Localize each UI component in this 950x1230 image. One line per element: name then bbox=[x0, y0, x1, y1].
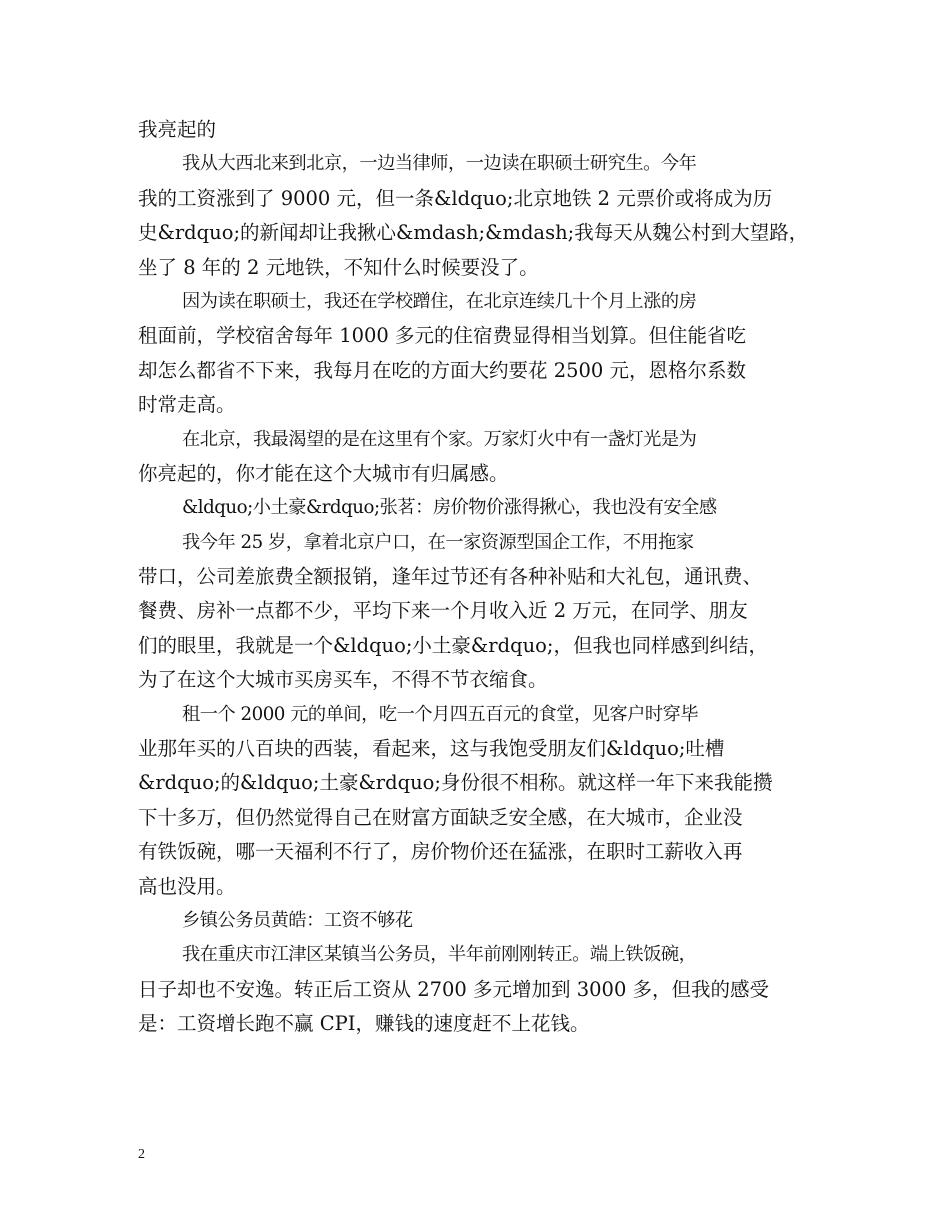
text-line: 在北京，我最渴望的是在这里有个家。万家灯火中有一盏灯光是为 bbox=[182, 428, 697, 450]
text-line: 我亮起的 bbox=[138, 118, 217, 141]
text-line: 你亮起的，你才能在这个大城市有归属感。 bbox=[138, 461, 509, 485]
text-line: 因为读在职硕士，我还在学校蹭住，在北京连续几十个月上涨的房 bbox=[182, 290, 697, 312]
page-number: 2 bbox=[138, 1147, 145, 1162]
text-line: 却怎么都省不下来，我每月在吃的方面大约要花 2500 元，恩格尔系数 bbox=[138, 358, 747, 382]
text-line: 业那年买的八百块的西装，看起来，这与我饱受朋友们&ldquo;吐槽 bbox=[138, 737, 725, 761]
text-line: 下十多万，但仍然觉得自己在财富方面缺乏安全感，在大城市，企业没 bbox=[138, 805, 743, 829]
text-line: 我的工资涨到了 9000 元，但一条&ldquo;北京地铁 2 元票价或将成为历 bbox=[138, 186, 773, 210]
text-line: 是：工资增长跑不赢 CPI，赚钱的速度赶不上花钱。 bbox=[138, 1012, 590, 1036]
text-line: 我今年 25 岁，拿着北京户口，在一家资源型国企工作，不用拖家 bbox=[182, 531, 694, 553]
text-line: 时常走高。 bbox=[138, 393, 236, 417]
text-line: 为了在这个大城市买房买车，不得不节衣缩食。 bbox=[138, 668, 548, 692]
text-line: 租面前，学校宿舍每年 1000 多元的住宿费显得相当划算。但住能省吃 bbox=[138, 324, 747, 348]
text-line: 史&rdquo;的新闻却让我揪心&mdash;&mdash;我每天从魏公村到大望路， bbox=[138, 221, 809, 245]
text-line: 带口，公司差旅费全额报销，逢年过节还有各种补贴和大礼包，通讯费、 bbox=[138, 565, 763, 589]
body-text bbox=[138, 113, 818, 1042]
text-line: &rdquo;的&ldquo;土豪&rdquo;身份很不相称。就这样一年下来我能攒 bbox=[138, 771, 773, 795]
text-line: 有铁饭碗，哪一天福利不行了，房价物价还在猛涨，在职时工薪收入再 bbox=[138, 840, 743, 864]
text-line: 我在重庆市江津区某镇当公务员，半年前刚刚转正。端上铁饭碗， bbox=[182, 944, 697, 966]
text-line: 我从大西北来到北京，一边当律师，一边读在职硕士研究生。今年 bbox=[182, 153, 697, 175]
text-line: 坐了 8 年的 2 元地铁，不知什么时候要没了。 bbox=[138, 255, 539, 279]
text-line: 餐费、房补一点都不少，平均下来一个月收入近 2 万元，在同学、朋友 bbox=[138, 599, 748, 623]
text-line: 高也没用。 bbox=[138, 874, 236, 898]
text-line: 租一个 2000 元的单间，吃一个月四五百元的食堂，见客户时穿毕 bbox=[182, 703, 699, 725]
text-line: &ldquo;小土豪&rdquo;张茗：房价物价涨得揪心，我也没有安全感 bbox=[182, 497, 717, 519]
text-line: 们的眼里，我就是一个&ldquo;小土豪&rdquo;，但我也同样感到纠结， bbox=[138, 633, 768, 657]
text-line: 日子却也不安逸。转正后工资从 2700 多元增加到 3000 多，但我的感受 bbox=[138, 977, 770, 1001]
text-line: 乡镇公务员黄皓：工资不够花 bbox=[182, 909, 413, 931]
